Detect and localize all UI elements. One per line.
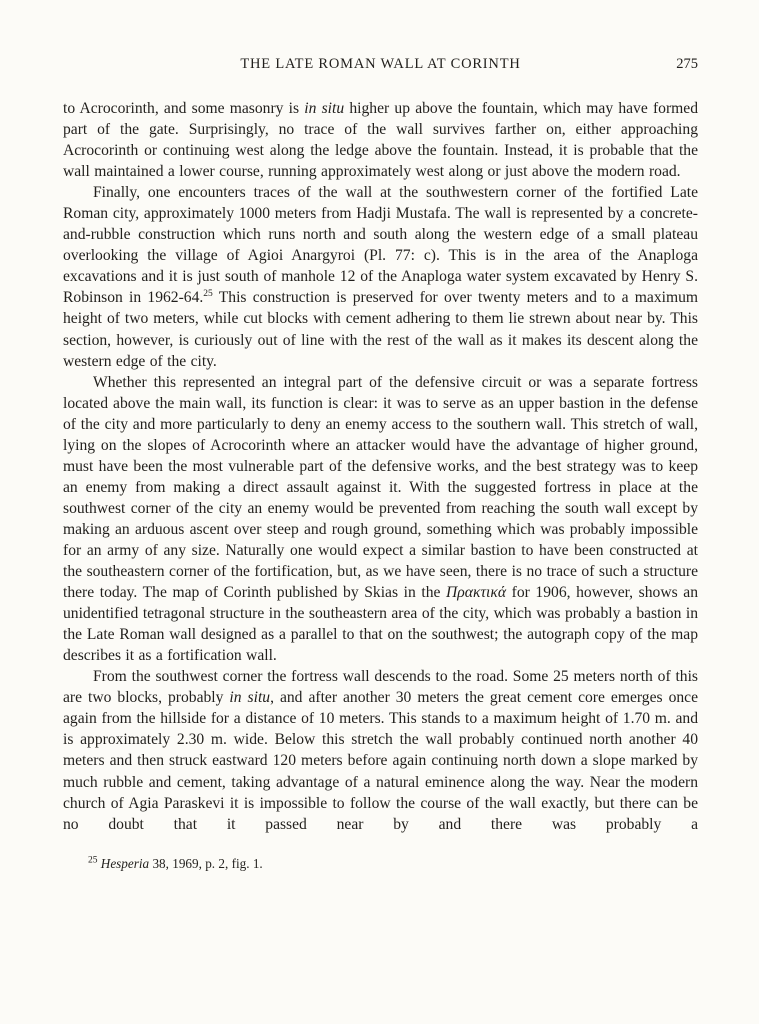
page-number: 275 (676, 56, 698, 72)
paragraph: Finally, one encounters traces of the wall at the southwestern corner of the fortified Late Roman city, approximately 1000 meters from Hadji Mustafa. The wall is represented by a concrete-and-rubble construction which runs north and south along the western edge of a small plateau overlooking the village of Agioi Anargyroi (Pl. 77: c). This is in the area of the Anaploga excavations and it is just south of manhole 12 of the Anaploga water system excavated by Henry S. Robinson in 1962-64.25 This construction is preserved for over twenty meters and to a maximum height of two meters, while cut blocks with cement adhering to them lie strewn about near by. This section, however, is curiously out of line with the rest of the wall as it makes its descent along the western edge of the city. (63, 184, 699, 370)
footnote (63, 856, 698, 872)
page-header (63, 56, 698, 76)
paragraph: to Acrocorinth, and some masonry is in situ higher up above the fountain, which may have formed part of the gate. Surprisingly, no trace of the wall survives farther on, either approaching Acrocorinth or continuing west along the ledge above the fountain. Instead, it is probable that the wall maintained a lower course, running approximately west along or just above the modern road. (63, 100, 699, 181)
paragraph: From the southwest corner the fortress wall descends to the road. Some 25 meters north of this are two blocks, probably in situ, and after another 30 meters the great cement core emerges once again from the hillside for a distance of 10 meters. This stands to a maximum height of 1.70 m. and is approximately 2.30 m. wide. Below this stretch the wall probably continued north another 40 meters and then struck eastward 120 meters before again continuing north down a slope marked by much rubble and cement, taking advantage of a natural eminence along the way. Near the modern church of Agia Paraskevi it is impossible to follow the course of the wall exactly, but there can be no doubt that it passed near by and there was probably a (63, 668, 699, 833)
footnote-text: $^{25}$ Hesperia 38, 1969, p. 2, fig. 1. (88, 855, 263, 871)
article-body (63, 98, 698, 835)
paragraph: Whether this represented an integral part of the defensive circuit or was a separate fortress located above the main wall, its function is clear: it was to serve as an upper bastion in the defense of the city and more particularly to deny an enemy access to the southern wall. This stretch of wall, lying on the slopes of Acrocorinth where an attacker would have the advantage of higher ground, must have been the most vulnerable part of the defensive works, and the best strategy was to keep an enemy from making a direct assault against it. With the suggested fortress in place at the southwest corner of the city an enemy would be prevented from reaching the south wall except by making an arduous ascent over steep and rough ground, something which was probably impossible for an army of any size. Naturally one would expect a similar bastion to have been constructed at the southeastern corner of the fortification, but, as we have seen, there is no trace of such a structure there today. The map of Corinth published by Skias in the Πρακτικά for 1906, however, shows an unidentified tetragonal structure in the southeastern area of the city, which was probably a bastion in the Late Roman wall designed as a parallel to that on the southwest; the autograph copy of the map describes it as a fortification wall. (63, 373, 699, 665)
page-title: THE LATE ROMAN WALL AT CORINTH (240, 56, 521, 72)
